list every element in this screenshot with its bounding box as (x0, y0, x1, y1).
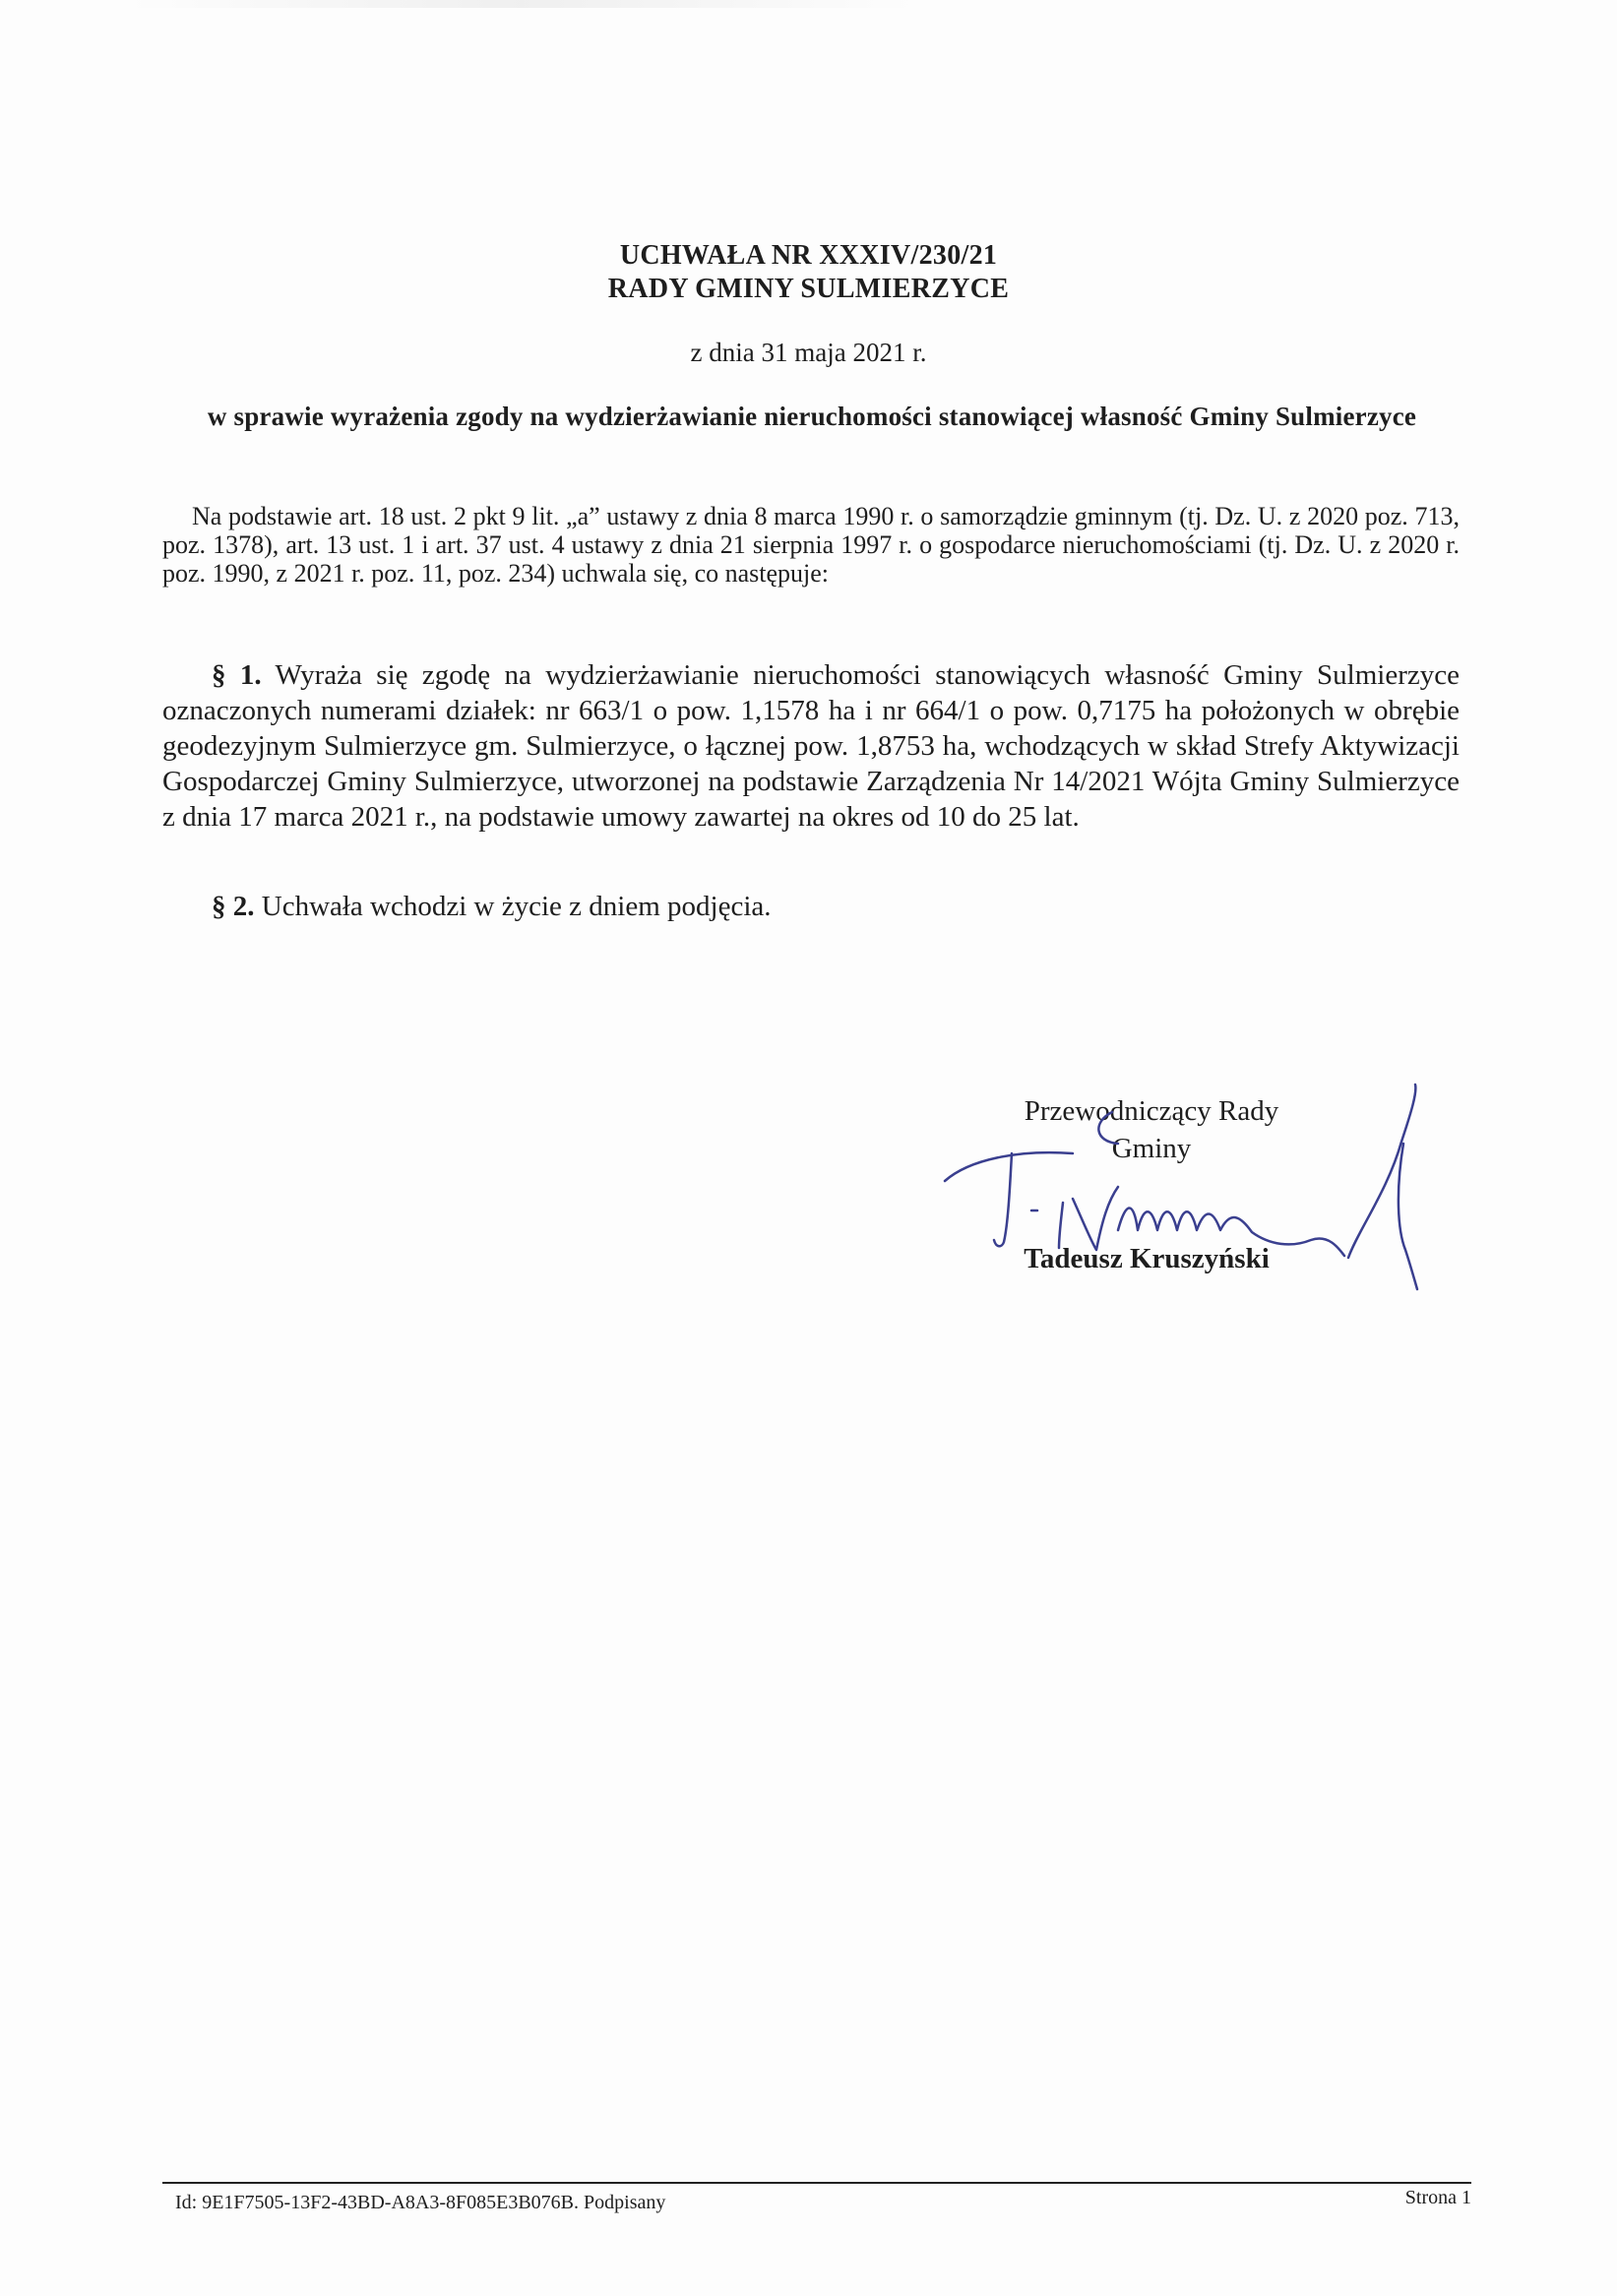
section-2-text: Uchwała wchodzi w życie z dniem podjęcia. (261, 891, 772, 922)
title-line-1: UCHWAŁA NR XXXIV/230/21 (619, 240, 998, 271)
signature-stroke-g-loop (1098, 1112, 1118, 1144)
scan-artifact (128, 0, 915, 8)
title-line-2: RADY GMINY SULMIERZYCE (607, 274, 1010, 304)
signature-stroke-flourish (1348, 1085, 1417, 1289)
legal-basis-paragraph: Na podstawie art. 18 ust. 2 pkt 9 lit. „a” ustawy z dnia 8 marca 1990 r. o samorządzie gminnym (tj. Dz. U. z 2020 poz. 713, poz. 1378), art. 13 ust. 1 i art. 37 ust. 4 ustawy z dnia 21 sierpnia 1997 r. o gospodarce nieruchomościami (tj. Dz. U. z 2020 r. poz. 1990, z 2021 r. poz. 11, poz. 234) uchwala się, co następuje: (162, 502, 1460, 588)
section-2 (162, 889, 1460, 924)
signature-stroke-t-bar (945, 1152, 1073, 1181)
section-2-mark: § 2. (212, 891, 255, 922)
section-1-text: Wyraża się zgodę na wydzierżawianie nieruchomości stanowiących własność Gminy Sulmierzyce oznaczonych numerami działek: nr 663/1 o pow. 1,1578 ha i nr 664/1 o pow. 0,7175 ha położonych w obrębie geodezyjnym Sulmierzyce gm. Sulmierzyce, o łącznej pow. 1,8753 ha, wchodzących w skład Strefy Aktywizacji Gospodarczej Gminy Sulmierzyce, utworzonej na podstawie Zarządzenia Nr 14/2021 Wójta Gminy Sulmierzyce z dnia 17 marca 2021 r., na podstawie umowy zawartej na okres od 10 do 25 lat. (162, 659, 1460, 833)
signature-stroke-t-stem (994, 1153, 1012, 1246)
section-1 (162, 657, 1460, 835)
resolution-title (0, 239, 1617, 306)
signature-stroke-k (1059, 1187, 1118, 1250)
footer-divider (162, 2182, 1471, 2184)
document-id: Id: 9E1F7505-13F2-43BD-A8A3-8F085E3B076B. Podpisany (175, 2192, 666, 2213)
signature-role-line-1: Przewodniczący Rady (1024, 1095, 1279, 1127)
page-number: Strona 1 (1404, 2187, 1471, 2208)
signer-name: Tadeusz Kruszyński (1024, 1243, 1270, 1274)
resolution-date: z dnia 31 maja 2021 r. (690, 338, 927, 367)
section-1-mark: § 1. (212, 659, 262, 691)
resolution-subject: w sprawie wyrażenia zgody na wydzierżawianie nieruchomości stanowiącej własność Gminy Sulmierzyce (207, 402, 1417, 431)
signature-role-line-2: Gminy (1111, 1133, 1192, 1164)
